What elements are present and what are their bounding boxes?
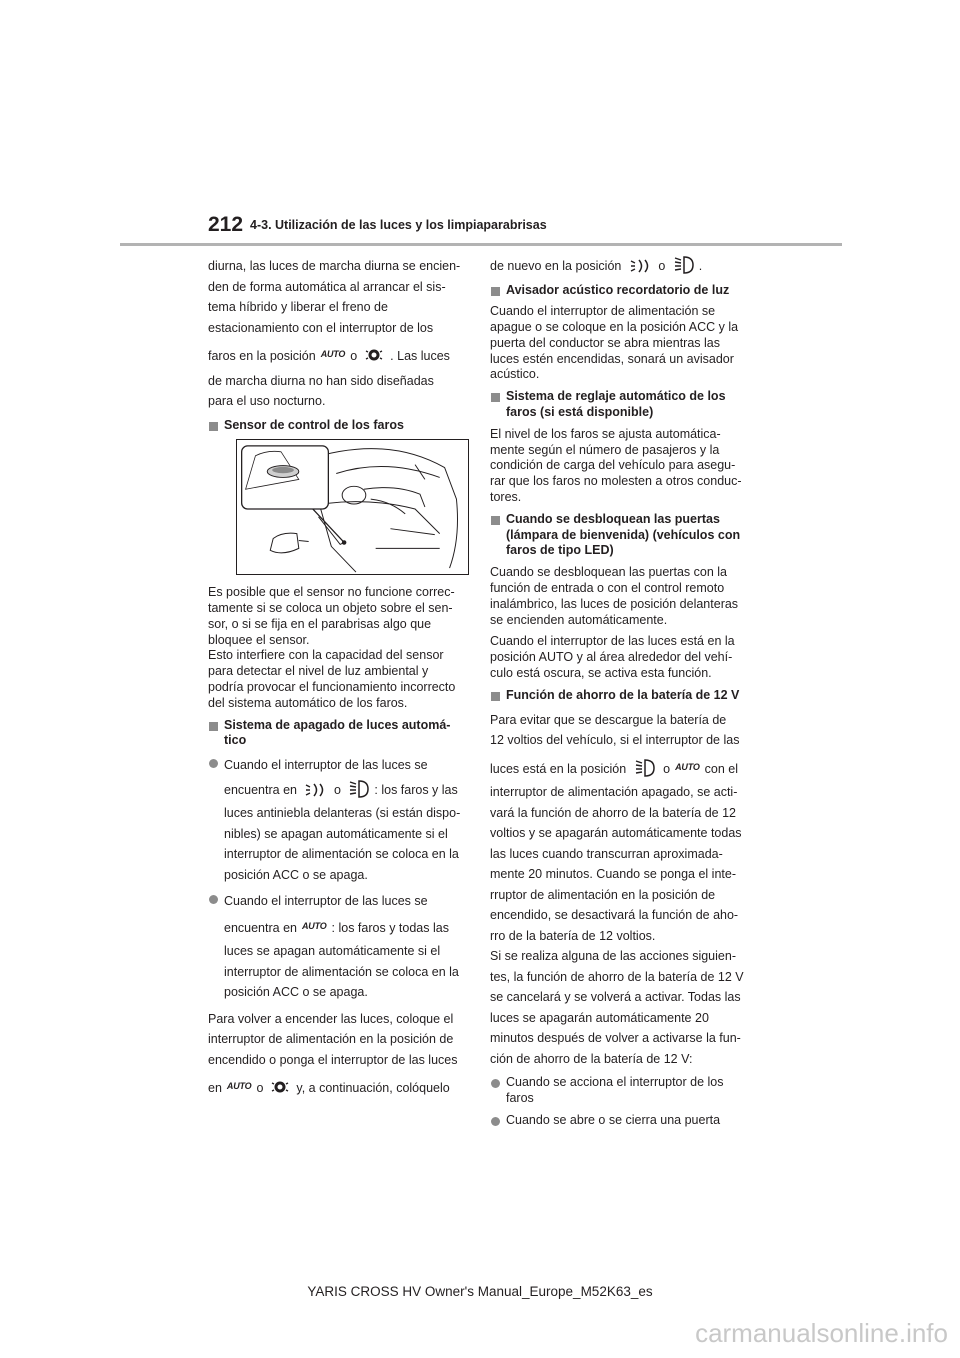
heading-square-icon <box>491 692 500 701</box>
heading-square-icon <box>209 722 218 731</box>
headlight-icon <box>348 780 370 798</box>
parking-light-icon <box>365 346 383 364</box>
intro-paragraph: diurna, las luces de marcha diurna se encien- den de forma automática al arrancar el sis- tema híbrido y liberar el freno de estacionamiento con el interruptor de los faros en la posición AUTO o . Las luces de marcha diurna no han sido diseñadas para el uso nocturno. <box>208 259 461 408</box>
battery-bullet-2: Cuando se abre o se cierra una puerta <box>490 1113 746 1129</box>
bullet-dot-icon <box>491 1117 500 1126</box>
shutoff-heading: Sistema de apagado de luces automá- tico <box>208 718 464 750</box>
headlight-icon <box>673 256 695 274</box>
heading-square-icon <box>491 393 500 402</box>
buzzer-text: Cuando el interruptor de alimentación se apague o se coloque en la posición ACC y la puerta del conductor se abra mientras las luces estén encendidas, sonará un avisador acústico. <box>490 304 739 382</box>
low-beam-icon <box>629 258 651 274</box>
left-column <box>208 256 464 1105</box>
watermark: carmanualsonline.info <box>695 1318 948 1348</box>
continuation-text: de nuevo en la posición o . <box>490 256 746 277</box>
auto-icon: AUTO <box>301 920 327 931</box>
leveling-heading: Sistema de reglaje automático de los faros (si está disponible) <box>490 389 746 421</box>
heading-square-icon <box>209 422 218 431</box>
sensor-heading: Sensor de control de los faros <box>208 418 464 434</box>
battery-bullet-1: Cuando se acciona el interruptor de los faros <box>490 1075 746 1107</box>
sensor-text: Es posible que el sensor no funcione correc- tamente si se coloca un objeto sobre el sen- sor, o si se fija en el parabrisas algo que bloquee el sensor. Esto interfiere con la capacidad del sensor para detectar el nivel de luz ambiental y podría provocar el funcionamiento incorrecto del sistema automático de los faros. <box>208 585 456 710</box>
battery-text: Para evitar que se descargue la batería de 12 voltios del vehículo, si el interruptor de las luces está en la posición o AUTO con el interruptor de alimentación apagado, se acti- vará la función de ahorro de la batería de 12 voltios y se apagarán automáticamente todas las luces cuando transcurran aproximada- mente 20 minutos. Cuando se ponga el inte- rruptor de alimentación en la posición de encendido, se desactivará la función de aho- rro de la batería de 12 voltios. Si se realiza alguna de las acciones siguien- tes, la función de ahorro de la batería de 12 V se cancelará y se volverá a activar. Todas las luces se apagarán automáticamente 20 minutos después de volver a activarse la fun- ción de ahorro de la batería de 12 V: <box>490 712 744 1066</box>
section-title: 4-3. Utilización de las luces y los limpiaparabrisas <box>250 218 547 232</box>
leveling-text: El nivel de los faros se ajusta automática- mente según el número de pasajeros y la condición de carga del vehículo para asegu- rar que los faros no molesten a otros conduc- tores. <box>490 426 742 505</box>
bullet-dot-icon <box>209 895 218 904</box>
header-divider <box>120 243 842 246</box>
turn-on-paragraph: Para volver a encender las luces, coloque el interruptor de alimentación en la posición de encendido o ponga el interruptor de las luces en AUTO o y, a continuación, colóquelo <box>208 1011 458 1096</box>
welcome-heading: Cuando se desbloquean las puertas (lámpara de bienvenida) (vehículos con faros de tipo LED) <box>490 512 746 559</box>
light-sensor-illustration <box>236 439 469 575</box>
shutoff-bullet-2: Cuando el interruptor de las luces se encuentra en AUTO : los faros y todas las luces se apagan automáticamente si el interruptor de alimentación se coloca en la posición ACC o se apaga. <box>208 891 464 1003</box>
heading-square-icon <box>491 516 500 525</box>
welcome-text-1: Cuando se desbloquean las puertas con la función de entrada o con el control remoto inalámbrico, las luces de posición delanteras se encienden automáticamente. <box>490 565 739 627</box>
right-column <box>490 256 746 1135</box>
low-beam-icon <box>304 782 326 798</box>
bullet-dot-icon <box>491 1079 500 1088</box>
auto-icon: AUTO <box>675 761 700 772</box>
bullet-dot-icon <box>209 759 218 768</box>
buzzer-heading: Avisador acústico recordatorio de luz <box>490 283 746 299</box>
auto-icon: AUTO <box>320 349 346 359</box>
shutoff-bullet-1: Cuando el interruptor de las luces se encuentra en o : los faros y las luces antiniebla delanteras (si están dispo- nibles) se apagan automáticamente si el interruptor de alimentación se coloca en la posición ACC o se apaga. <box>208 755 464 885</box>
heading-square-icon <box>491 287 500 296</box>
manual-footer: YARIS CROSS HV Owner's Manual_Europe_M52K63_es <box>307 1284 653 1299</box>
auto-icon: AUTO <box>226 1081 252 1092</box>
welcome-text-2: Cuando el interruptor de las luces está en la posición AUTO y al área alrededor del vehí- culo está oscura, se activa esta función. <box>490 634 735 681</box>
parking-light-icon <box>271 1078 289 1096</box>
headlight-icon <box>634 759 656 777</box>
battery-heading: Función de ahorro de la batería de 12 V <box>490 688 746 704</box>
page-number: 212 <box>208 213 244 236</box>
